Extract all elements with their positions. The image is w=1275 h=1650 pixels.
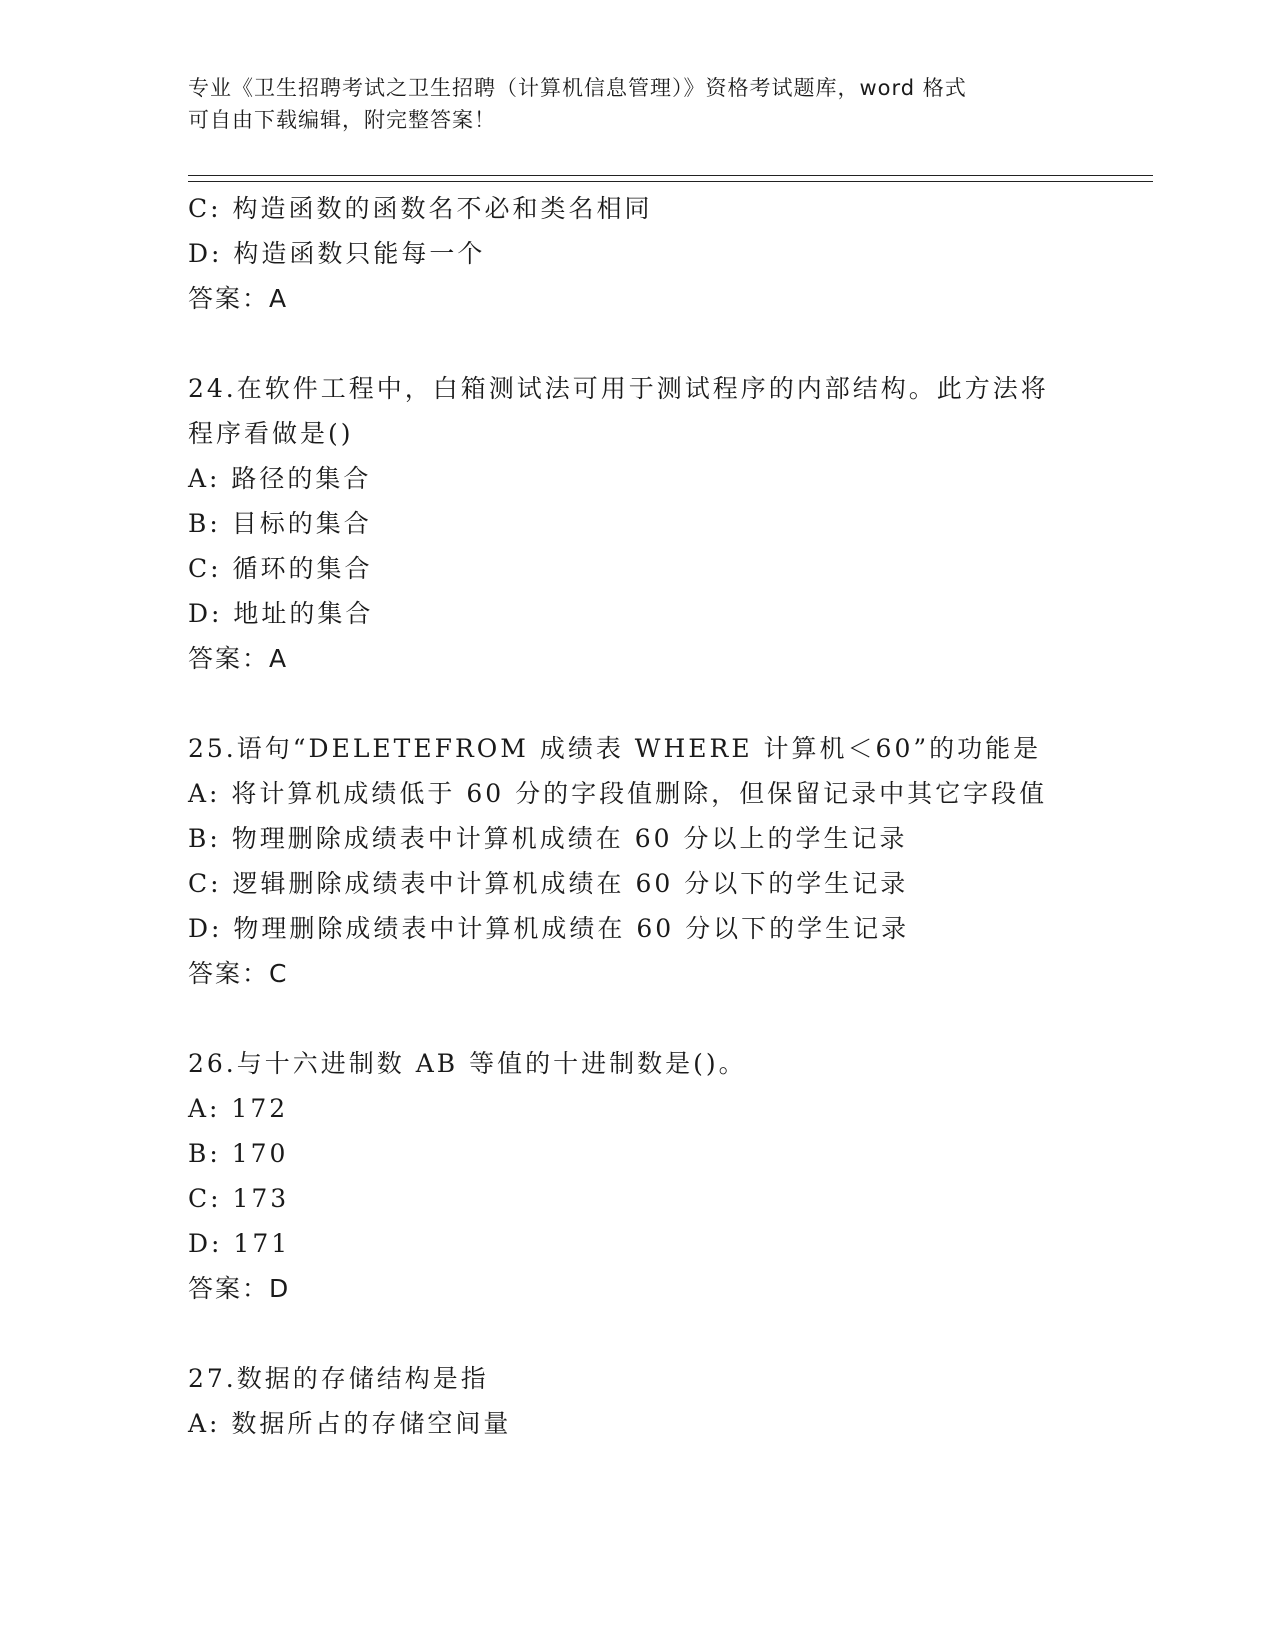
document-header — [188, 72, 1068, 136]
option-d: D: 构造函数只能每一个 — [188, 239, 486, 268]
question-stem: 25.语句“DELETEFROM 成绩表 WHERE 计算机＜60”的功能是 — [188, 734, 1042, 763]
option-b: B: 170 — [188, 1139, 289, 1168]
answer-line: 答案：D — [188, 1274, 291, 1303]
option-c: C: 构造函数的函数名不必和类名相同 — [188, 194, 653, 223]
header-divider-bottom — [188, 181, 1153, 182]
question-stem: 24.在软件工程中，白箱测试法可用于测试程序的内部结构。此方法将 — [188, 374, 1049, 403]
header-line-1: 专业《卫生招聘考试之卫生招聘（计算机信息管理）》资格考试题库，word 格式 — [188, 76, 967, 100]
option-a: A: 数据所占的存储空间量 — [188, 1409, 512, 1438]
header-line-2: 可自由下载编辑，附完整答案！ — [188, 108, 496, 132]
option-d: D: 地址的集合 — [188, 599, 374, 628]
option-a: A: 路径的集合 — [188, 464, 372, 493]
option-c: C: 173 — [188, 1184, 290, 1213]
option-c: C: 循环的集合 — [188, 554, 373, 583]
option-d: D: 171 — [188, 1229, 291, 1258]
question-stem: 26.与十六进制数 AB 等值的十进制数是()。 — [188, 1049, 747, 1078]
answer-line: 答案：A — [188, 284, 289, 313]
question-stem: 27.数据的存储结构是指 — [188, 1364, 489, 1393]
option-b: B: 物理删除成绩表中计算机成绩在 60 分以上的学生记录 — [188, 824, 908, 853]
answer-line: 答案：C — [188, 959, 289, 988]
option-b: B: 目标的集合 — [188, 509, 372, 538]
option-a: A: 将计算机成绩低于 60 分的字段值删除，但保留记录中其它字段值 — [188, 779, 1048, 808]
header-divider-top — [188, 175, 1153, 176]
option-d: D: 物理删除成绩表中计算机成绩在 60 分以下的学生记录 — [188, 914, 910, 943]
option-c: C: 逻辑删除成绩表中计算机成绩在 60 分以下的学生记录 — [188, 869, 909, 898]
answer-line: 答案：A — [188, 644, 289, 673]
question-stem-continued: 程序看做是() — [188, 419, 354, 448]
option-a: A: 172 — [188, 1094, 289, 1123]
